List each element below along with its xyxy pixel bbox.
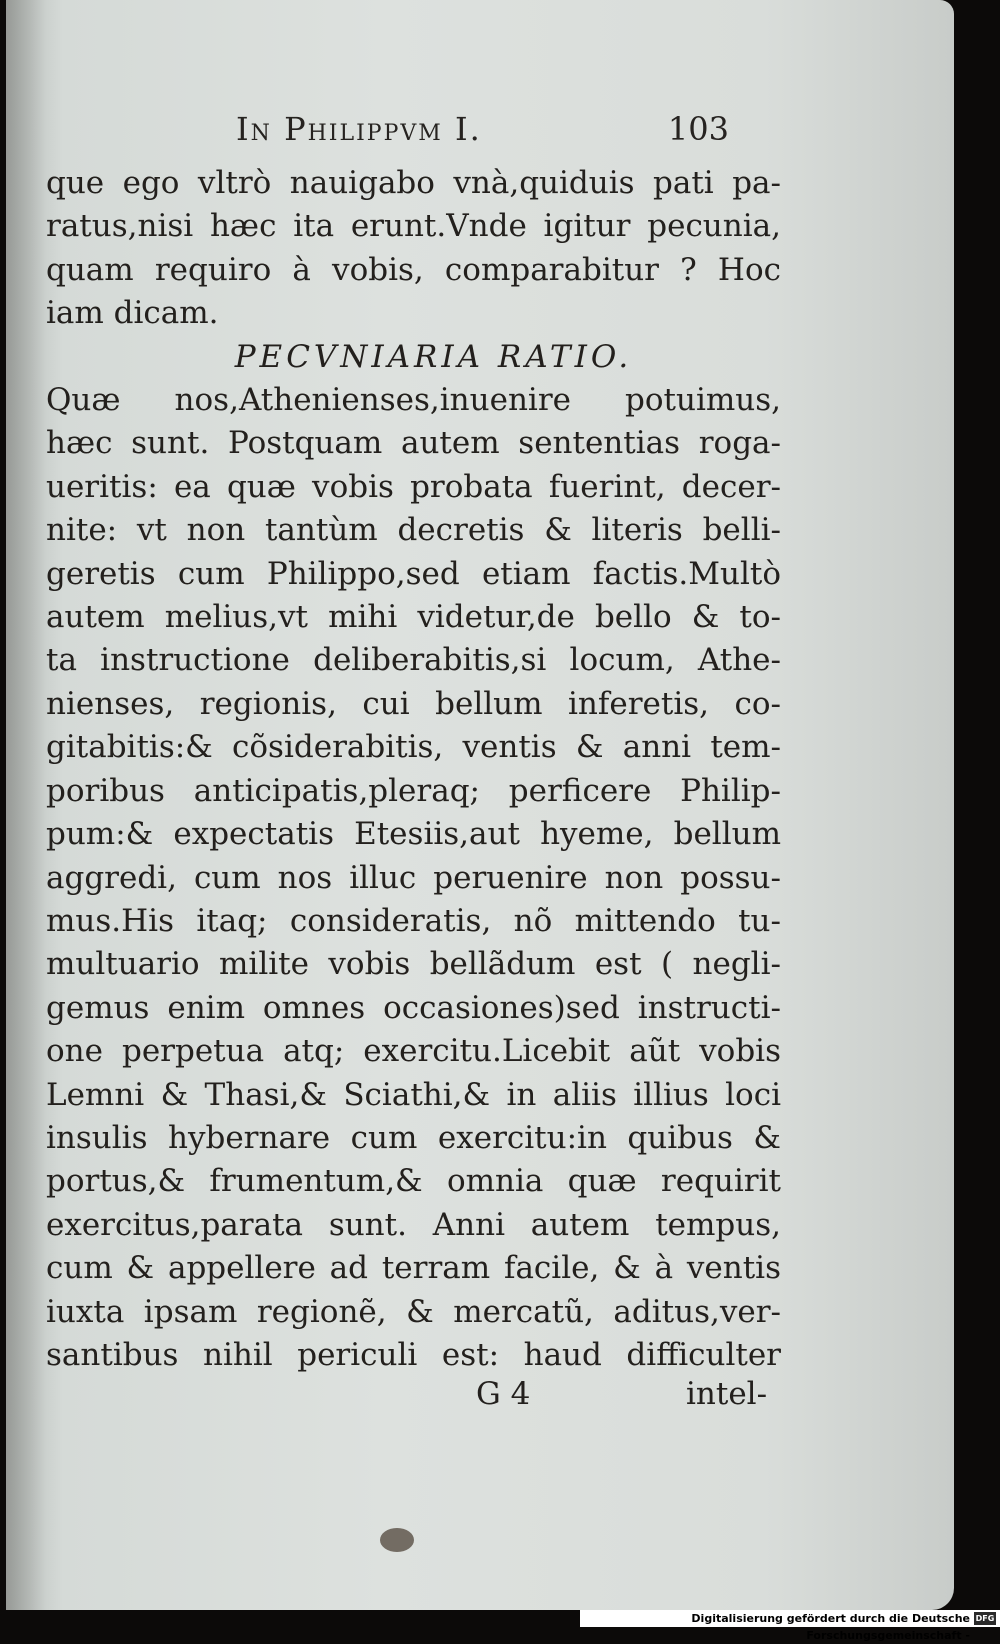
text-line: exercitus,parata sunt. Anni autem tempus, [46,1206,781,1243]
text-line: hæc sunt. Postquam autem sententias roga- [46,425,781,462]
text-line: autem melius,vt mihi videtur,de bello & to- [46,599,781,636]
digitization-credit: Digitalisierung gefördert durch die Deutsche Forschungsgemeinschaft - [691,1612,970,1642]
text-line: que ego vltrò nauigabo vnà,quiduis pati pa- [46,165,781,201]
text-line: pum:& expectatis Etesiis,aut hyeme, bellum [46,816,781,853]
running-head: In Philippvm I. [236,110,482,148]
signature-mark: G 4 [476,1376,531,1412]
text-line: ta instructione deliberabitis,si locum, Athe- [46,642,781,679]
book-page [6,0,954,1610]
text-line: gitabitis:& cõsiderabitis, ventis & anni tem- [46,729,781,766]
text-line: portus,& frumentum,& omnia quæ requirit [46,1163,781,1200]
text-line: multuario milite vobis bellãdum est ( negli- [46,946,781,983]
text-line: aggredi, cum nos illuc peruenire non possu- [46,859,781,896]
text-line: iuxta ipsam regionẽ, & mercatũ, aditus,ver- [46,1293,781,1330]
text-line: cum & appellere ad terram facile, & à ventis [46,1250,781,1287]
dfg-logo-icon: DFG [975,1614,995,1623]
text-line: gemus enim omnes occasiones)sed instructi- [46,989,781,1026]
text-line: one perpetua atq; exercitu.Licebit aũt vobis [46,1033,781,1070]
text-line: quam requiro à vobis, comparabitur ? Hoc [46,251,781,288]
text-line: ratus,nisi hæc ita erunt.Vnde igitur pecunia, [46,208,781,245]
text-line: mus.His itaq; consideratis, nõ mittendo tu- [46,902,781,939]
text-line: ueritis: ea quæ vobis probata fuerint, decer- [46,468,781,505]
text-line: iam dicam. [46,295,219,332]
digitization-credit-bar [580,1610,1000,1642]
text-line: Quæ nos,Athenienses,inuenire potuimus, [46,382,781,419]
text-line: Lemni & Thasi,& Sciathi,& in aliis illius loci [46,1076,781,1113]
text-line: nite: vt non tantùm decretis & literis belli- [46,512,781,549]
text-line: insulis hybernare cum exercitu:in quibus & [46,1119,781,1156]
text-line: santibus nihil periculi est: haud difficulter [46,1336,781,1373]
text-line: nienses, regionis, cui bellum inferetis, co- [46,685,781,722]
text-line: geretis cum Philippo,sed etiam factis.Multò [46,555,781,592]
text-line: poribus anticipatis,pleraq; perficere Philip- [46,772,781,809]
catchword: intel- [686,1376,768,1412]
section-heading: PECVNIARIA RATIO. [234,338,633,375]
body-text [46,162,781,1377]
ink-stain [380,1528,414,1552]
page-number: 103 [667,110,729,148]
